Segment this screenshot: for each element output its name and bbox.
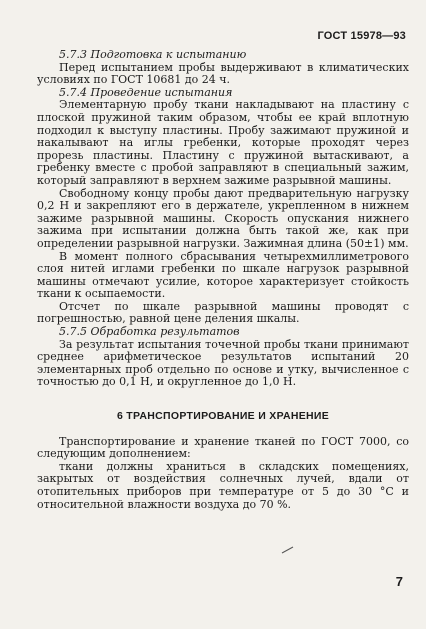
subsection-heading-5-7-4: 5.7.4 Проведение испытания [59,85,233,99]
standard-number: ГОСТ 15978—93 [317,30,406,42]
paragraph: Перед испытанием пробы выдерживают в климатических условиях по ГОСТ 10681 до 24 ч. [37,60,409,87]
page-number: 7 [395,574,403,589]
page-body [37,49,409,511]
paragraph: Отсчет по шкале разрывной машины проводят с погрешностью, равной цене деления шкалы. [37,299,409,326]
paragraph: Свободному концу пробы дают предварительную нагрузку 0,2 Н и закрепляют его в держателе, укрепленном в нижнем зажиме разрывной машины. Скорость опускания нижнего зажима при испытании должна быть такой же, как при определении разрывной нагрузки. Зажимная длина (50±1) мм. [37,186,409,250]
paragraph: Элементарную пробу ткани накладывают на пластину с плоской пружиной таким образом, чтобы ее край вплотную подходил к выступу пластины. Пробу зажимают пружиной и накалывают на иглы гребенки, которые проходят через прорезь пластины. Пластину с пружиной вытаскивают, а гребенку вместе с пробой заправляют в специальный зажим, который заправляют в верхнем зажиме разрывной машины. [37,98,409,187]
paragraph: ткани должны храниться в складских помещениях, закрытых от воздействия солнечных лучей, вдали от отопительных приборов при температуре от 5 до 30 °С и относительной влажности воздуха до 70 %. [37,459,409,511]
subsection-heading-5-7-5: 5.7.5 Обработка результатов [59,325,240,339]
pen-mark-icon [281,545,295,555]
paragraph: За результат испытания точечной пробы ткани принимают среднее арифметическое результатов испытаний 20 элементарных проб отдельно по основе и утку, вычисленное с точностью до 0,1 Н, и округленное до 1,0 Н. [37,337,409,389]
paragraph: Транспортирование и хранение тканей по ГОСТ 7000, со следующим дополнением: [37,434,409,461]
subsection-heading-5-7-3: 5.7.3 Подготовка к испытанию [59,48,247,61]
paragraph: В момент полного сбрасывания четырехмиллиметрового слоя нитей иглами гребенки по шкале нагрузок разрывной машины отмечают усилие, которое характеризует стойкость ткани к осыпаемости. [37,249,409,301]
section-title: 6 ТРАНСПОРТИРОВАНИЕ И ХРАНЕНИЕ [116,410,330,423]
